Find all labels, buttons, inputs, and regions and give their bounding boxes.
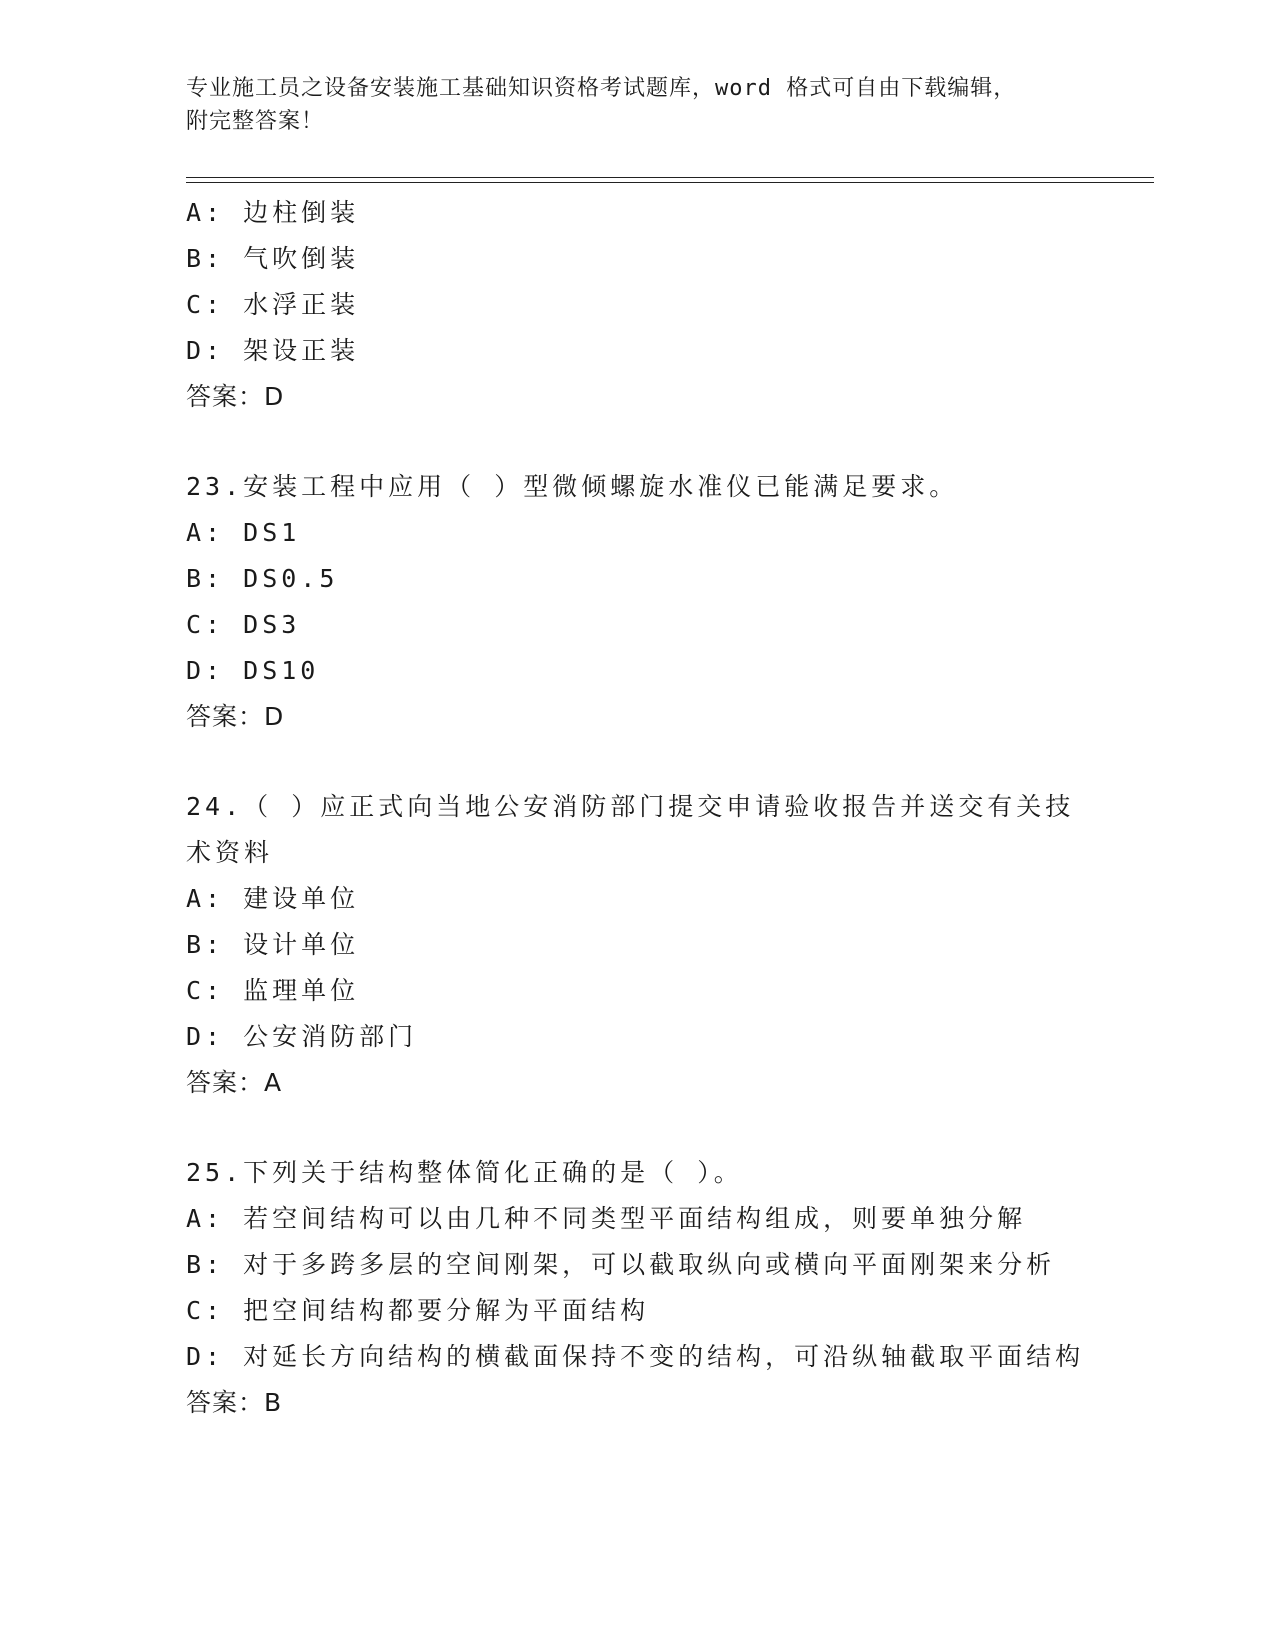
question-text-line-2: 术资料 <box>186 838 274 867</box>
option-b: B: DS0.5 <box>186 564 339 593</box>
option-b: B: 气吹倒装 <box>186 244 360 273</box>
question-24 <box>186 784 1086 1106</box>
answer-line: 答案：B <box>186 1388 283 1417</box>
question-25 <box>186 1150 1086 1426</box>
spacer <box>186 1106 1086 1150</box>
question-content <box>186 190 1086 1426</box>
option-d: D: 对延长方向结构的横截面保持不变的结构，可沿纵轴截取平面结构 <box>186 1342 1085 1371</box>
header-line-2: 附完整答案！ <box>186 109 325 134</box>
question-text: 23.安装工程中应用（ ）型微倾螺旋水准仪已能满足要求。 <box>186 472 959 501</box>
question-text-line-1: 24.（ ）应正式向当地公安消防部门提交申请验收报告并送交有关技 <box>186 792 1075 821</box>
option-b: B: 对于多跨多层的空间刚架，可以截取纵向或横向平面刚架来分析 <box>186 1250 1056 1279</box>
option-a: A: DS1 <box>186 518 301 547</box>
document-header <box>186 72 1086 138</box>
header-line-1: 专业施工员之设备安装施工基础知识资格考试题库，word 格式可自由下载编辑， <box>186 76 1017 101</box>
option-d: D: 架设正装 <box>186 336 360 365</box>
option-a: A: 若空间结构可以由几种不同类型平面结构组成，则要单独分解 <box>186 1204 1027 1233</box>
option-d: D: 公安消防部门 <box>186 1022 418 1051</box>
header-divider-bottom <box>186 182 1154 183</box>
answer-line: 答案：A <box>186 1068 283 1097</box>
question-text: 25.下列关于结构整体简化正确的是（ ）。 <box>186 1158 743 1187</box>
option-c: C: DS3 <box>186 610 301 639</box>
answer-line: 答案：D <box>186 702 285 731</box>
option-c: C: 把空间结构都要分解为平面结构 <box>186 1296 650 1325</box>
spacer <box>186 740 1086 784</box>
option-c: C: 水浮正装 <box>186 290 360 319</box>
spacer <box>186 420 1086 464</box>
option-b: B: 设计单位 <box>186 930 360 959</box>
option-a: A: 建设单位 <box>186 884 360 913</box>
option-c: C: 监理单位 <box>186 976 360 1005</box>
answer-line: 答案：D <box>186 382 285 411</box>
option-d: D: DS10 <box>186 656 320 685</box>
question-23 <box>186 464 1086 740</box>
header-divider-top <box>186 177 1154 178</box>
option-a: A: 边柱倒装 <box>186 198 360 227</box>
question-fragment <box>186 190 1086 420</box>
